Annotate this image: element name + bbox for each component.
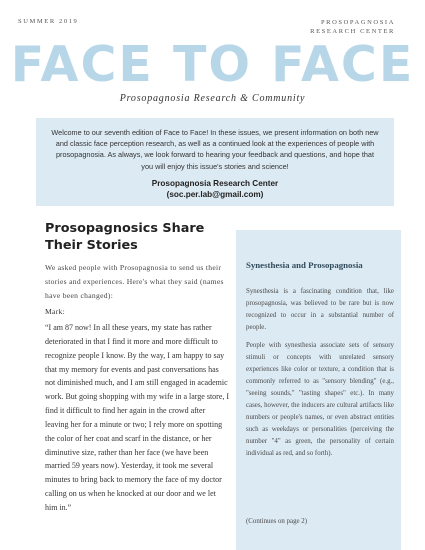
contact-name: Prosopagnosia Research Center	[151, 178, 279, 188]
contact-email: (soc.per.lab@gmail.com)	[166, 189, 264, 199]
speaker-name: Mark:	[45, 307, 66, 316]
welcome-box	[36, 118, 394, 206]
org-name-line1: PROSOPAGNOSIA	[320, 19, 395, 26]
continued-note: (Continues on page 2)	[246, 518, 308, 525]
sidebar-paragraph-1: Synesthesia is a fascinating condition that, like prosopagnosia, was believed to be rare but is now recognized to occur in a substantial number of people.	[246, 288, 394, 331]
masthead-title: FACE TO FACE	[10, 36, 415, 93]
org-name-top	[275, 18, 395, 36]
sidebar-panel	[236, 230, 401, 550]
story-quote: “I am 87 now! In all these years, my state has rather deteriorated in that I find it more and more difficult to recognize people I know. By the way, I am happy to say that my memory for events and past conversations has not diminished much, and I am still engaged in academic work. But going shopping with my wife in a large store, I find it difficult to find her again in the crowd after leaving her for a minute or two; I rely more on spotting the color of her coat and scarf in the distance, or her diminutive size, rather than her face (we have been married 59 years now). Yesterday, it took me several minutes to bring back to memory the face of my doctor calling on us when he knocked at our door and we let him in.”	[45, 323, 230, 512]
org-name-line2: RESEARCH CENTER	[310, 28, 395, 35]
issue-season: SUMMER 2019	[18, 18, 79, 25]
article-title: Prosopagnosics Share Their Stories	[45, 221, 205, 253]
sidebar-title: Synesthesia and Prosopagnosia	[246, 260, 363, 270]
article-intro: We asked people with Prosopagnosia to send us their stories and experiences. Here's what they said (names have been changed):	[45, 263, 224, 301]
welcome-text: Welcome to our seventh edition of Face to Face! In these issues, we present information on both new and classic face perception research, as well as a continued look at the experiences of people with prosopagnosia. As always, we look forward to hearing your feedback and questions, and hope that you will enjoy this issue's stories and science!	[51, 128, 379, 171]
masthead-tagline: Prosopagnosia Research & Community	[119, 93, 306, 104]
sidebar-paragraph-2: People with synesthesia associate sets of sensory stimuli or concepts with unrelated sensory experiences like color or texture, a condition that is commonly referred to as "sensory blending" (e.g., "seeing sounds," "tasting shapes" etc.). In many cases, however, the inducers are cultural artifacts like numbers or people's names, or even abstract entities such as weekdays or personalities (perceiving the number "4" as green, the personality of certain individual as red, and so forth).	[246, 342, 394, 457]
